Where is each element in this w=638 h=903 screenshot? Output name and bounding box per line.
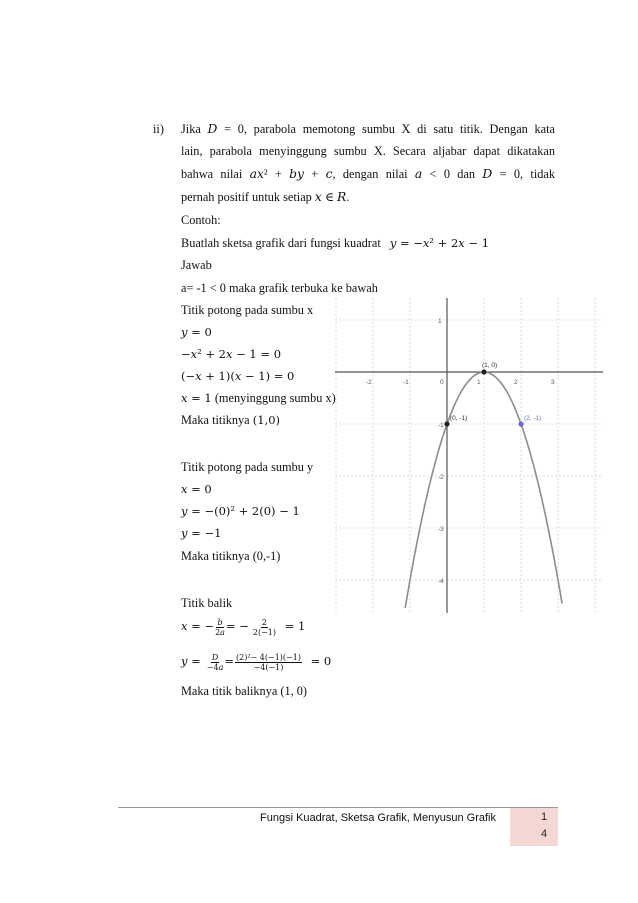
x-tick-label: -2 bbox=[366, 379, 372, 386]
page-number-digit-1: 1 bbox=[541, 811, 548, 823]
example-task bbox=[181, 236, 489, 251]
y-intercept-point bbox=[444, 421, 449, 426]
y-step-3: 𝑦 = −1 bbox=[181, 526, 222, 540]
vertex-heading: Titik balik bbox=[181, 596, 233, 610]
y-intercept-point-label: (0, -1) bbox=[450, 415, 468, 422]
vertex-x-mid: = − bbox=[225, 619, 249, 633]
x-intercept-heading: Titik potong pada sumbu x bbox=[181, 303, 314, 317]
x-step-2: −𝑥² + 2𝑥 − 1 = 0 bbox=[181, 347, 282, 361]
y-step-1: 𝑥 = 0 bbox=[181, 482, 212, 496]
vertex-y-mid: = bbox=[224, 654, 234, 668]
vertex-y-formula bbox=[181, 648, 331, 674]
vertex-y-rhs: = 0 bbox=[310, 654, 332, 668]
vertex-x-frac-2-num: 2 bbox=[261, 617, 267, 627]
answer-label: Jawab bbox=[181, 258, 212, 272]
symmetric-point-label: (2, -1) bbox=[524, 415, 542, 422]
footer-title: Fungsi Kuadrat, Sketsa Grafik, Menyusun Grafik bbox=[260, 812, 496, 824]
vertex-x-frac-1 bbox=[215, 618, 225, 637]
x-result-point: (1,0) bbox=[252, 413, 280, 427]
example-heading: Contoh: bbox=[181, 213, 221, 227]
x-result-text: Maka titiknya bbox=[181, 413, 250, 427]
x-tick-label: 0 bbox=[440, 379, 444, 386]
vertex-y-frac-2-den: −4(−1) bbox=[253, 662, 284, 672]
vertex-y-frac-1-den: −4𝑎 bbox=[206, 662, 224, 672]
vertex-x-rhs: = 1 bbox=[284, 619, 306, 633]
example-task-formula: 𝑦 = −𝑥² + 2𝑥 − 1 bbox=[389, 236, 490, 250]
page-number-digit-2: 4 bbox=[541, 828, 548, 840]
page-number-box bbox=[510, 808, 558, 846]
y-result: Maka titiknya (0,-1) bbox=[181, 549, 281, 563]
vertex-point-label: (1, 0) bbox=[482, 362, 498, 369]
graph-grid bbox=[335, 298, 603, 613]
x-result bbox=[181, 413, 280, 428]
vertex-point bbox=[481, 369, 486, 374]
y-tick-label: -4 bbox=[438, 578, 444, 585]
parabola-graph bbox=[335, 298, 603, 613]
vertex-x-formula bbox=[181, 613, 305, 639]
vertex-y-frac-1 bbox=[207, 653, 224, 672]
y-intercept-heading: Titik potong pada sumbu y bbox=[181, 460, 314, 474]
paragraph-line-1: Jika 𝐷 = 0, parabola memotong sumbu X di satu titik. Dengan kata bbox=[181, 122, 555, 136]
y-tick-label: -1 bbox=[438, 422, 444, 429]
x-tick-label: -1 bbox=[403, 379, 409, 386]
x-step-1: 𝑦 = 0 bbox=[181, 325, 212, 339]
vertex-x-lhs: 𝑥 = − bbox=[181, 619, 215, 633]
paragraph-line-4: pernah positif untuk setiap 𝑥 ∈ 𝑅. bbox=[181, 190, 350, 204]
y-tick-label: -3 bbox=[438, 526, 444, 533]
footer-rule bbox=[118, 807, 558, 808]
x-solution-note: (menyinggung sumbu x) bbox=[214, 391, 336, 405]
paragraph-line-3: bahwa nilai 𝑎𝑥² + 𝑏𝑦 + 𝑐, dengan nilai 𝑎 < 0 dan 𝐷 = 0, tidak bbox=[181, 167, 555, 181]
symmetric-point bbox=[518, 421, 523, 426]
x-tick-label: 1 bbox=[477, 379, 481, 386]
paragraph-line-2: lain, parabola menyinggung sumbu X. Secara aljabar dapat dikatakan bbox=[181, 144, 555, 158]
vertex-y-frac-1-num: 𝐷 bbox=[211, 652, 219, 662]
x-solution bbox=[181, 391, 336, 406]
vertex-x-frac-2 bbox=[253, 618, 276, 637]
y-step-2: 𝑦 = −(0)² + 2(0) − 1 bbox=[181, 504, 300, 518]
vertex-y-lhs: 𝑦 = bbox=[181, 654, 201, 668]
vertex-x-frac-2-den: 2(−1) bbox=[252, 627, 276, 637]
y-tick-label: 1 bbox=[438, 318, 442, 325]
graph-tick-labels bbox=[366, 318, 555, 585]
vertex-result: Maka titik baliknya (1, 0) bbox=[181, 684, 308, 698]
vertex-x-frac-1-den: 2𝑎 bbox=[215, 627, 225, 637]
x-tick-label: 3 bbox=[551, 379, 555, 386]
graph-axes bbox=[335, 298, 603, 613]
x-tick-label: 2 bbox=[514, 379, 518, 386]
vertex-y-frac-2 bbox=[235, 653, 302, 672]
example-opening: a= -1 < 0 maka grafik terbuka ke bawah bbox=[181, 281, 378, 295]
vertex-y-frac-2-num: (2)²− 4(−1)(−1) bbox=[236, 652, 301, 662]
item-marker: ii) bbox=[153, 122, 164, 136]
x-solution-value: 𝑥 = 1 bbox=[181, 391, 212, 405]
example-task-text: Buatlah sketsa grafik dari fungsi kuadrat bbox=[181, 236, 381, 250]
vertex-x-frac-1-num: 𝑏 bbox=[217, 617, 223, 627]
y-tick-label: -2 bbox=[438, 474, 444, 481]
x-step-3: (−𝑥 + 1)(𝑥 − 1) = 0 bbox=[181, 369, 295, 383]
